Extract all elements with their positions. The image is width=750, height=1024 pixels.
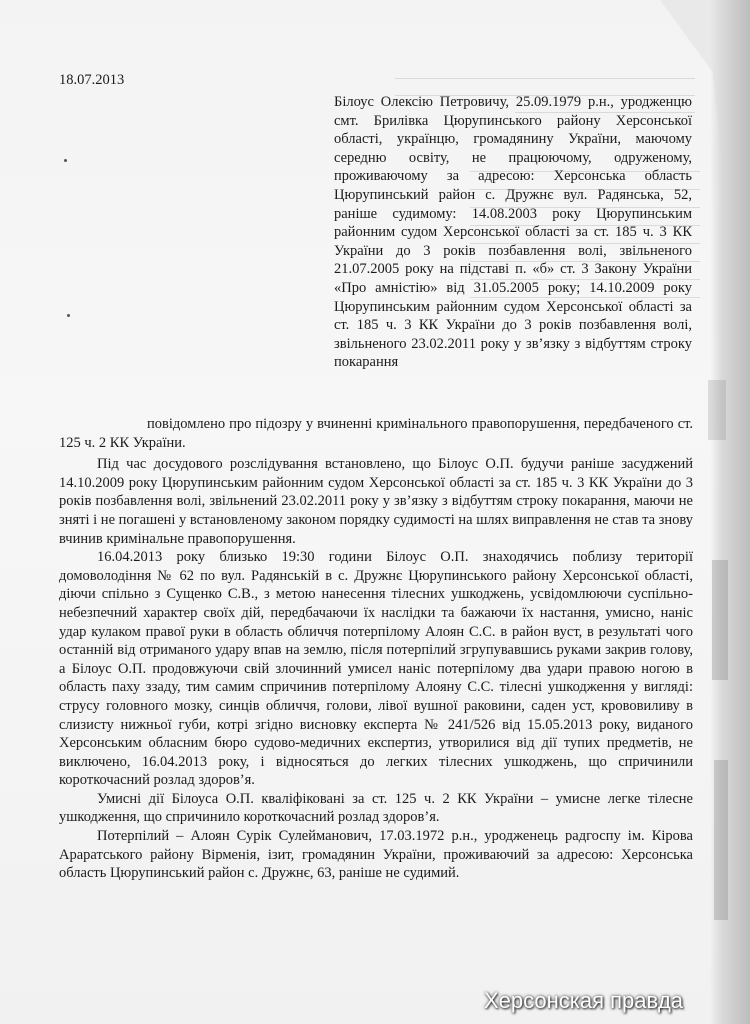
scan-scuff: [712, 560, 728, 680]
addressee-text: Білоус Олексію Петровичу, 25.09.1979 р.н., уродженцю смт. Брилівка Цюрупинського району Херсонської області, українцю, громадянину України, маючому середню освіту, не працюючому, одруженому, проживаючому за адресою: Херсонська область Цюрупинський район с. Дружнє вул. Радянська, 52, раніше судимому: 14.08.2003 року Цюрупинським районним судом Херсонської області за ст. 185 ч. 3 КК України до 3 років позбавлення волі, звільненого 21.07.2005 року на підставі п. «б» ст. 3 Закону України «Про амністію» від 31.05.2005 року; 14.10.2009 року Цюрупинським районним судом Херсонської області за ст. 185 ч. 3 КК України до 3 років позбавлення волі, звільненого 23.02.2011 року у зв’язку з відбуттям строку покарання: [334, 94, 692, 371]
scan-scuff: [708, 380, 726, 440]
scan-scuff: [714, 760, 728, 920]
scan-speck: [64, 159, 67, 162]
body-paragraph-4: Умисні дії Білоуса О.П. кваліфіковані за ст. 125 ч. 2 КК України – умисне легке тілесне ушкодження, що спричинило короткочасний розлад здоров’я.: [59, 790, 693, 826]
body-paragraph-3: 16.04.2013 року близько 19:30 години Білоус О.П. знаходячись поблизу території домоволодіння № 62 по вул. Радянській в с. Дружнє Цюрупинського району Херсонської області, діючи спільно з Сущенко С.В., з метою нанесення тілесних ушкоджень, усвідомлюючи суспільно-небезпечний характер своїх дій, передбачаючи їх наслідки та бажаючи їх настання, умисно, наніс удар кулаком правої руки в область обличчя потерпілому Алоян С.С. в район вуст, в результаті чого останній від отриманого удару впав на землю, після потерпілий згрупувавшись руками закрив голову, а Білоус О.П. продовжуючи свій злочинний умисел наніс потерпілому два удари правою ногою в область паху ззаду, тим самим спричинив потерпілому Алояну С.С. тілесні ушкодження у вигляді: струсу головного мозку, синців обличчя, голови, лівої вушної раковини, саден уст, крововиливу в слизисту нижньої губи, котрі згідно висновку експерта № 241/526 від 15.05.2013 року, виданого Херсонським обласним бюро судово-медичних експертиз, утворилися від дії тупих предметів, не виключено, 16.04.2013 року, і відносяться до легких тілесних ушкоджень, що спричинили короткочасний розлад здоров’я.: [59, 549, 693, 789]
document-date: 18.07.2013: [59, 72, 125, 88]
document-body: [59, 415, 693, 883]
watermark-text: Херсонская правда: [484, 988, 684, 1013]
body-paragraph-1: повідомлено про підозру у вчиненні кримінального правопорушення, передбаченого ст. 125 ч. 2 КК України.: [59, 416, 693, 451]
body-paragraph-5: Потерпілий – Алоян Сурік Сулейманович, 17.03.1972 р.н., уродженець радгоспу ім. Кірова Араратського району Вірменія, ізит, громадянин України, проживаючий за адресою: Херсонська область Цюрупинський район с. Дружнє, 63, раніше не судимий.: [59, 828, 693, 882]
scan-speck: [67, 314, 70, 317]
addressee-block: [334, 93, 692, 372]
body-paragraph-2: Під час досудового розслідування встановлено, що Білоус О.П. будучи раніше засуджений 14.10.2009 року Цюрупинським районним судом Херсонської області за ст. 185 ч. 3 КК України до 3 років позбавлення волі, звільнений 23.02.2011 року у зв’язку з відбуттям строку покарання, маючи не зняті і не погашені у встановленому законом порядку судимості на шлях виправлення не став та знову вчинив кримінальне правопорушення.: [59, 456, 693, 547]
